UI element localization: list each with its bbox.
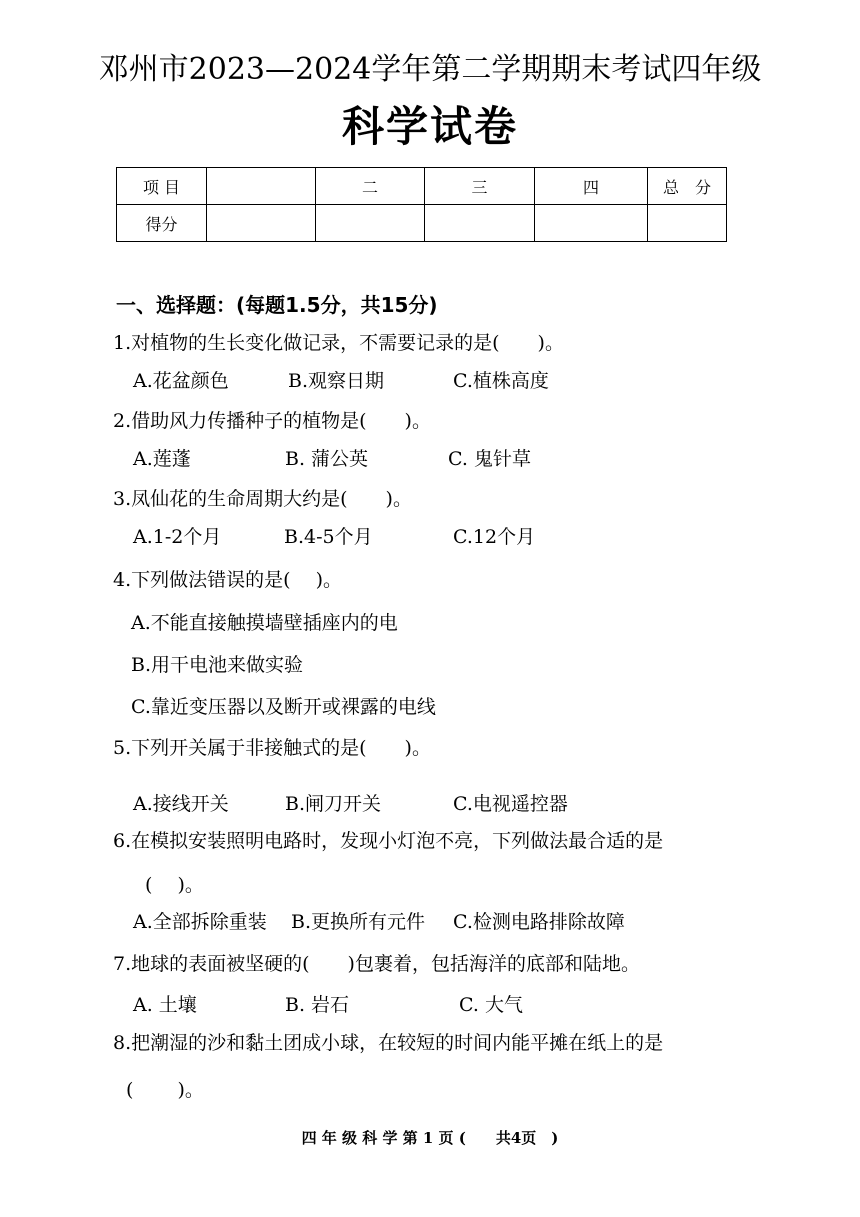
score-table-header-row — [117, 168, 727, 205]
question-3-option-c: C.12个月 — [453, 526, 536, 548]
question-1-option-c: C.植株高度 — [453, 370, 549, 392]
page-footer: 四 年 级 科 学 第 1 页 ( 共4页 ) — [301, 1129, 559, 1147]
question-4-option-b: B.用干电池来做实验 — [131, 654, 304, 676]
exam-title-line: 邓州市2023—2024学年第二学期期末考试四年级 — [98, 52, 762, 87]
question-6: 6.在模拟安装照明电路时，发现小灯泡不亮，下列做法最合适的是 — [113, 830, 664, 852]
question-2-option-c: C. 鬼针草 — [448, 448, 531, 470]
question-8: 8.把潮湿的沙和黏土团成小球，在较短的时间内能平摊在纸上的是 — [113, 1032, 664, 1054]
question-2-option-a: A.莲蓬 — [133, 448, 191, 470]
score-cell[interactable] — [316, 205, 425, 242]
question-6-option-a: A.全部拆除重装 — [133, 911, 267, 933]
question-2: 2.借助风力传播种子的植物是( )。 — [113, 410, 431, 432]
score-table-col-3: 三 — [425, 168, 535, 205]
question-1-option-a: A.花盆颜色 — [133, 370, 229, 392]
score-table-score-row — [117, 205, 727, 242]
score-table-col-total: 总 分 — [648, 168, 727, 205]
question-5-option-a: A.接线开关 — [133, 793, 229, 815]
question-5-option-c: C.电视遥控器 — [453, 793, 568, 815]
question-3: 3.凤仙花的生命周期大约是( )。 — [113, 488, 412, 510]
score-table-col-4: 四 — [535, 168, 648, 205]
question-6-option-c: C.检测电路排除故障 — [453, 911, 625, 933]
score-table — [116, 167, 727, 242]
question-5: 5.下列开关属于非接触式的是( )。 — [113, 737, 431, 759]
question-7: 7.地球的表面被坚硬的( )包裹着，包括海洋的底部和陆地。 — [113, 953, 640, 975]
question-4-option-c: C.靠近变压器以及断开或裸露的电线 — [131, 696, 436, 718]
score-cell[interactable] — [535, 205, 648, 242]
score-table-col-1 — [207, 168, 316, 205]
score-table-row1-label: 项 目 — [117, 168, 207, 205]
question-4-option-a: A.不能直接触摸墙壁插座内的电 — [131, 612, 398, 634]
score-table-col-2: 二 — [316, 168, 425, 205]
exam-main-title: 科学试卷 — [341, 102, 518, 151]
question-8-answer-blank: ( )。 — [126, 1079, 204, 1101]
question-5-option-b: B.闸刀开关 — [285, 793, 382, 815]
question-2-option-b: B. 蒲公英 — [285, 448, 369, 470]
score-cell[interactable] — [648, 205, 727, 242]
question-7-option-b: B. 岩石 — [285, 994, 350, 1016]
question-4: 4.下列做法错误的是( )。 — [113, 569, 342, 591]
score-cell[interactable] — [425, 205, 535, 242]
question-6-answer-blank: ( )。 — [145, 874, 204, 896]
score-cell[interactable] — [207, 205, 316, 242]
question-1: 1.对植物的生长变化做记录，不需要记录的是( )。 — [113, 332, 564, 354]
question-7-option-c: C. 大气 — [459, 994, 523, 1016]
section-heading: 一、选择题：(每题1.5分，共15分) — [116, 293, 438, 317]
score-table-row2-label: 得分 — [117, 205, 207, 242]
question-1-option-b: B.观察日期 — [288, 370, 385, 392]
question-3-option-b: B.4-5个月 — [284, 526, 373, 548]
question-7-option-a: A. 土壤 — [133, 994, 197, 1016]
question-3-option-a: A.1-2个月 — [133, 526, 222, 548]
question-6-option-b: B.更换所有元件 — [291, 911, 426, 933]
